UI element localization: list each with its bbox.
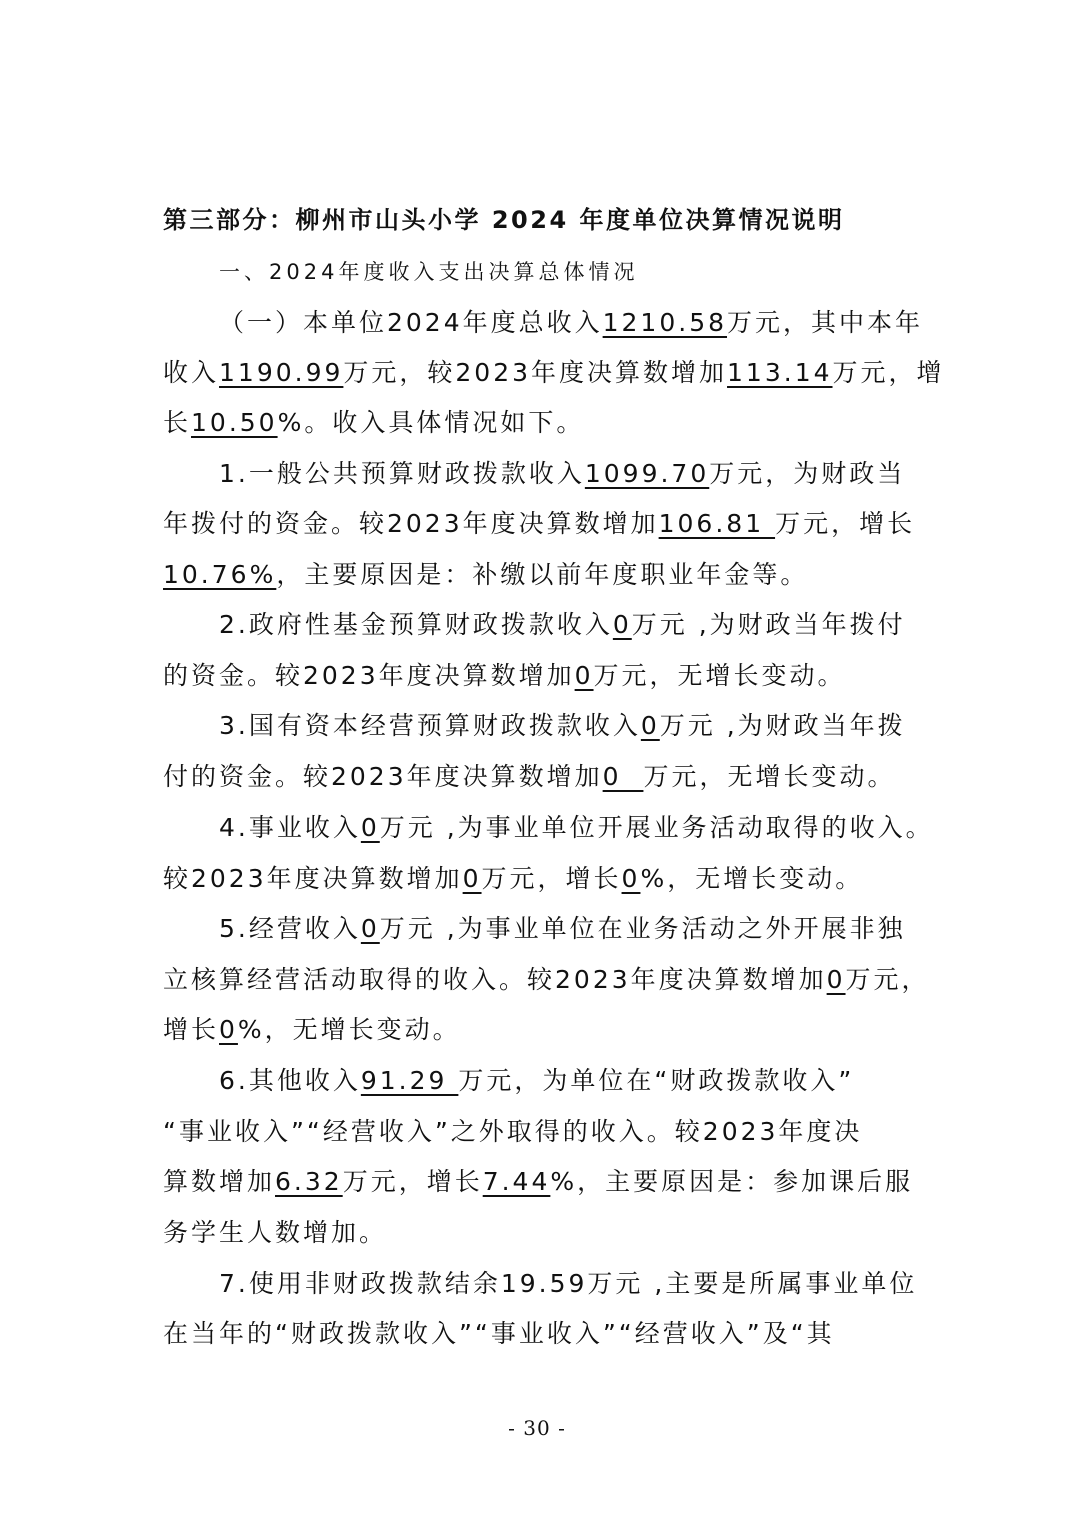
page-number: - 30 - [508,1416,566,1440]
text-line: 较2023年度决算数增加0万元，增长0%，无增长变动。 [163,864,864,893]
text-line: 的资金。较2023年度决算数增加0万元，无增长变动。 [163,661,846,690]
text-line: 5.经营收入0万元 ,为事业单位在业务活动之外开展非独 [219,914,906,943]
text-line: 务学生人数增加。 [163,1218,388,1247]
amount-increase: 113.14 [727,358,833,387]
text-line: “事业收入”“经营收入”之外取得的收入。较2023年度决 [163,1117,863,1146]
text-line: 收入1190.99万元，较2023年度决算数增加113.14万元，增 [163,358,945,387]
text-line: 立核算经营活动取得的收入。较2023年度决算数增加0万元， [163,965,930,994]
amount-total-income: 1210.58 [602,308,728,337]
amount-current-income: 1190.99 [219,358,344,387]
section-heading: 一、2024年度收入支出决算总体情况 [219,260,639,284]
text-line: 算数增加6.32万元，增长7.44%，主要原因是：参加课后服 [163,1167,914,1196]
text-line: 年拨付的资金。较2023年度决算数增加106.81 万元，增长 [163,509,916,538]
text-line: 长10.50%。收入具体情况如下。 [163,408,585,437]
text-line: 6.其他收入91.29 万元，为单位在“财政拨款收入” [219,1066,855,1095]
text-line: 2.政府性基金预算财政拨款收入0万元 ,为财政当年拨付 [219,610,906,639]
text-line: 4.事业收入0万元 ,为事业单位开展业务活动取得的收入。 [219,813,934,842]
percent-growth: 10.50 [191,408,278,437]
text-line: 1.一般公共预算财政拨款收入1099.70万元，为财政当 [219,459,906,488]
text-line: 在当年的“财政拨款收入”“事业收入”“经营收入”及“其 [163,1319,835,1348]
text-line: 3.国有资本经营预算财政拨款收入0万元 ,为财政当年拨 [219,711,906,740]
text-line: 增长0%，无增长变动。 [163,1015,461,1044]
text-line: 7.使用非财政拨款结余19.59万元 ,主要是所属事业单位 [219,1269,918,1298]
text-line: 10.76%，主要原因是：补缴以前年度职业年金等。 [163,560,809,589]
document-title: 第三部分：柳州市山头小学 2024 年度单位决算情况说明 [163,206,845,234]
text-line: 付的资金。较2023年度决算数增加0 万元，无增长变动。 [163,762,896,791]
text-line: （一）本单位2024年度总收入1210.58万元，其中本年 [219,308,924,337]
